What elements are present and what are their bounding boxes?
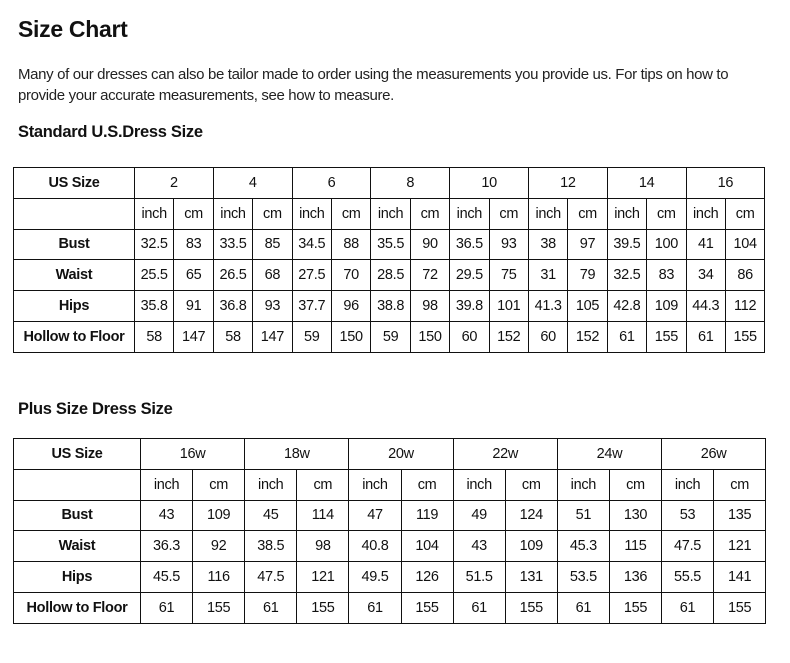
measurement-cell: 42.8: [607, 291, 646, 322]
size-4-header: 4: [213, 168, 292, 199]
measurement-cell: 33.5: [213, 229, 252, 260]
measurement-cell: 35.8: [135, 291, 174, 322]
row-label: Waist: [14, 531, 141, 562]
measurement-cell: 45.5: [141, 562, 193, 593]
size-20w-header: 20w: [349, 439, 453, 470]
unit-header-inch: inch: [662, 469, 714, 500]
measurement-cell: 44.3: [686, 291, 725, 322]
measurement-cell: 105: [568, 291, 607, 322]
measurement-cell: 126: [401, 562, 453, 593]
unit-header-inch: inch: [245, 469, 297, 500]
unit-header-inch: inch: [371, 198, 410, 229]
measurement-cell: 31: [528, 260, 567, 291]
unit-header-cm: cm: [505, 469, 557, 500]
measurement-cell: 96: [331, 291, 370, 322]
measurement-cell: 61: [141, 592, 193, 623]
measurement-cell: 53: [662, 500, 714, 531]
measurement-cell: 152: [489, 321, 528, 352]
page-title: Size Chart: [18, 16, 128, 42]
measurement-cell: 104: [725, 229, 764, 260]
measurement-cell: 60: [528, 321, 567, 352]
size-24w-header: 24w: [557, 439, 661, 470]
measurement-cell: 51: [557, 500, 609, 531]
measurement-cell: 86: [725, 260, 764, 291]
measurement-cell: 49.5: [349, 562, 401, 593]
standard-size-title: Standard U.S.Dress Size: [18, 123, 203, 141]
size-16w-header: 16w: [141, 439, 245, 470]
unit-header-inch: inch: [686, 198, 725, 229]
plus-size-table: [13, 438, 766, 624]
measurement-cell: 55.5: [662, 562, 714, 593]
table-row-hips: [14, 562, 766, 593]
measurement-cell: 147: [174, 321, 213, 352]
measurement-cell: 85: [253, 229, 292, 260]
measurement-cell: 93: [253, 291, 292, 322]
unit-header-cm: cm: [410, 198, 449, 229]
measurement-cell: 88: [331, 229, 370, 260]
measurement-cell: 49: [453, 500, 505, 531]
measurement-cell: 109: [193, 500, 245, 531]
measurement-cell: 109: [505, 531, 557, 562]
measurement-cell: 150: [331, 321, 370, 352]
measurement-cell: 36.8: [213, 291, 252, 322]
unit-header-inch: inch: [607, 198, 646, 229]
unit-header-inch: inch: [453, 469, 505, 500]
table-row-hips: [14, 291, 765, 322]
table-row-hollow-to-floor: [14, 592, 766, 623]
measurement-cell: 68: [253, 260, 292, 291]
measurement-cell: 47.5: [245, 562, 297, 593]
measurement-cell: 147: [253, 321, 292, 352]
blank-header-cell: [14, 198, 135, 229]
measurement-cell: 43: [453, 531, 505, 562]
unit-header-inch: inch: [349, 469, 401, 500]
row-label: Hollow to Floor: [14, 592, 141, 623]
measurement-cell: 61: [686, 321, 725, 352]
plus-size-title: Plus Size Dress Size: [18, 400, 173, 418]
measurement-cell: 152: [568, 321, 607, 352]
measurement-cell: 98: [297, 531, 349, 562]
size-18w-header: 18w: [245, 439, 349, 470]
size-2-header: 2: [135, 168, 214, 199]
measurement-cell: 136: [609, 562, 661, 593]
measurement-cell: 40.8: [349, 531, 401, 562]
measurement-cell: 124: [505, 500, 557, 531]
unit-header-cm: cm: [568, 198, 607, 229]
measurement-cell: 97: [568, 229, 607, 260]
size-22w-header: 22w: [453, 439, 557, 470]
measurement-cell: 38.5: [245, 531, 297, 562]
measurement-cell: 155: [609, 592, 661, 623]
measurement-cell: 79: [568, 260, 607, 291]
unit-header-cm: cm: [714, 469, 766, 500]
measurement-cell: 90: [410, 229, 449, 260]
table-row-bust: [14, 229, 765, 260]
us-size-header: US Size: [14, 439, 141, 470]
size-26w-header: 26w: [662, 439, 766, 470]
measurement-cell: 141: [714, 562, 766, 593]
measurement-cell: 121: [714, 531, 766, 562]
table-row-waist: [14, 260, 765, 291]
size-16-header: 16: [686, 168, 765, 199]
measurement-cell: 34.5: [292, 229, 331, 260]
measurement-cell: 135: [714, 500, 766, 531]
measurement-cell: 47.5: [662, 531, 714, 562]
unit-header-inch: inch: [528, 198, 567, 229]
measurement-cell: 131: [505, 562, 557, 593]
measurement-cell: 155: [725, 321, 764, 352]
measurement-cell: 59: [292, 321, 331, 352]
measurement-cell: 61: [349, 592, 401, 623]
unit-header-cm: cm: [647, 198, 686, 229]
unit-header-inch: inch: [292, 198, 331, 229]
intro-text: Many of our dresses can also be tailor made to order using the measurements you provide us. For tips on how to provide your accurate measurements, see how to measure.: [18, 66, 729, 104]
table-row-waist: [14, 531, 766, 562]
unit-header-cm: cm: [193, 469, 245, 500]
row-label: Hips: [14, 291, 135, 322]
unit-header-cm: cm: [489, 198, 528, 229]
table-row-hollow-to-floor: [14, 321, 765, 352]
measurement-cell: 58: [213, 321, 252, 352]
unit-header-inch: inch: [450, 198, 489, 229]
measurement-cell: 155: [297, 592, 349, 623]
measurement-cell: 39.5: [607, 229, 646, 260]
unit-header-cm: cm: [253, 198, 292, 229]
size-header-row: [14, 168, 765, 199]
measurement-cell: 61: [557, 592, 609, 623]
measurement-cell: 92: [193, 531, 245, 562]
measurement-cell: 91: [174, 291, 213, 322]
measurement-cell: 28.5: [371, 260, 410, 291]
measurement-cell: 109: [647, 291, 686, 322]
table-row-bust: [14, 500, 766, 531]
unit-header-inch: inch: [141, 469, 193, 500]
measurement-cell: 155: [714, 592, 766, 623]
measurement-cell: 70: [331, 260, 370, 291]
measurement-cell: 150: [410, 321, 449, 352]
size-10-header: 10: [450, 168, 529, 199]
measurement-cell: 38: [528, 229, 567, 260]
measurement-cell: 27.5: [292, 260, 331, 291]
measurement-cell: 58: [135, 321, 174, 352]
measurement-cell: 130: [609, 500, 661, 531]
measurement-cell: 72: [410, 260, 449, 291]
measurement-cell: 61: [607, 321, 646, 352]
measurement-cell: 155: [505, 592, 557, 623]
unit-header-row: [14, 469, 766, 500]
blank-header-cell: [14, 469, 141, 500]
unit-header-inch: inch: [213, 198, 252, 229]
measurement-cell: 155: [401, 592, 453, 623]
measurement-cell: 61: [453, 592, 505, 623]
measurement-cell: 155: [193, 592, 245, 623]
measurement-cell: 32.5: [135, 229, 174, 260]
measurement-cell: 45: [245, 500, 297, 531]
measurement-cell: 83: [174, 229, 213, 260]
unit-header-inch: inch: [135, 198, 174, 229]
measurement-cell: 121: [297, 562, 349, 593]
measurement-cell: 75: [489, 260, 528, 291]
standard-size-table: [13, 167, 765, 353]
unit-header-cm: cm: [174, 198, 213, 229]
measurement-cell: 98: [410, 291, 449, 322]
measurement-cell: 41.3: [528, 291, 567, 322]
unit-header-row: [14, 198, 765, 229]
measurement-cell: 61: [662, 592, 714, 623]
measurement-cell: 93: [489, 229, 528, 260]
unit-header-cm: cm: [297, 469, 349, 500]
measurement-cell: 100: [647, 229, 686, 260]
row-label: Bust: [14, 229, 135, 260]
measurement-cell: 83: [647, 260, 686, 291]
measurement-cell: 114: [297, 500, 349, 531]
row-label: Bust: [14, 500, 141, 531]
measurement-cell: 38.8: [371, 291, 410, 322]
measurement-cell: 61: [245, 592, 297, 623]
size-8-header: 8: [371, 168, 450, 199]
measurement-cell: 43: [141, 500, 193, 531]
us-size-header: US Size: [14, 168, 135, 199]
measurement-cell: 36.3: [141, 531, 193, 562]
measurement-cell: 39.8: [450, 291, 489, 322]
measurement-cell: 115: [609, 531, 661, 562]
unit-header-inch: inch: [557, 469, 609, 500]
row-label: Hips: [14, 562, 141, 593]
measurement-cell: 41: [686, 229, 725, 260]
size-header-row: [14, 439, 766, 470]
measurement-cell: 47: [349, 500, 401, 531]
unit-header-cm: cm: [725, 198, 764, 229]
measurement-cell: 34: [686, 260, 725, 291]
measurement-cell: 60: [450, 321, 489, 352]
measurement-cell: 45.3: [557, 531, 609, 562]
row-label: Waist: [14, 260, 135, 291]
unit-header-cm: cm: [401, 469, 453, 500]
measurement-cell: 65: [174, 260, 213, 291]
measurement-cell: 59: [371, 321, 410, 352]
measurement-cell: 26.5: [213, 260, 252, 291]
measurement-cell: 36.5: [450, 229, 489, 260]
unit-header-cm: cm: [331, 198, 370, 229]
measurement-cell: 116: [193, 562, 245, 593]
measurement-cell: 29.5: [450, 260, 489, 291]
measurement-cell: 101: [489, 291, 528, 322]
measurement-cell: 112: [725, 291, 764, 322]
size-12-header: 12: [528, 168, 607, 199]
size-6-header: 6: [292, 168, 371, 199]
row-label: Hollow to Floor: [14, 321, 135, 352]
measurement-cell: 155: [647, 321, 686, 352]
size-14-header: 14: [607, 168, 686, 199]
measurement-cell: 35.5: [371, 229, 410, 260]
measurement-cell: 25.5: [135, 260, 174, 291]
measurement-cell: 119: [401, 500, 453, 531]
measurement-cell: 104: [401, 531, 453, 562]
unit-header-cm: cm: [609, 469, 661, 500]
measurement-cell: 51.5: [453, 562, 505, 593]
measurement-cell: 53.5: [557, 562, 609, 593]
measurement-cell: 32.5: [607, 260, 646, 291]
measurement-cell: 37.7: [292, 291, 331, 322]
